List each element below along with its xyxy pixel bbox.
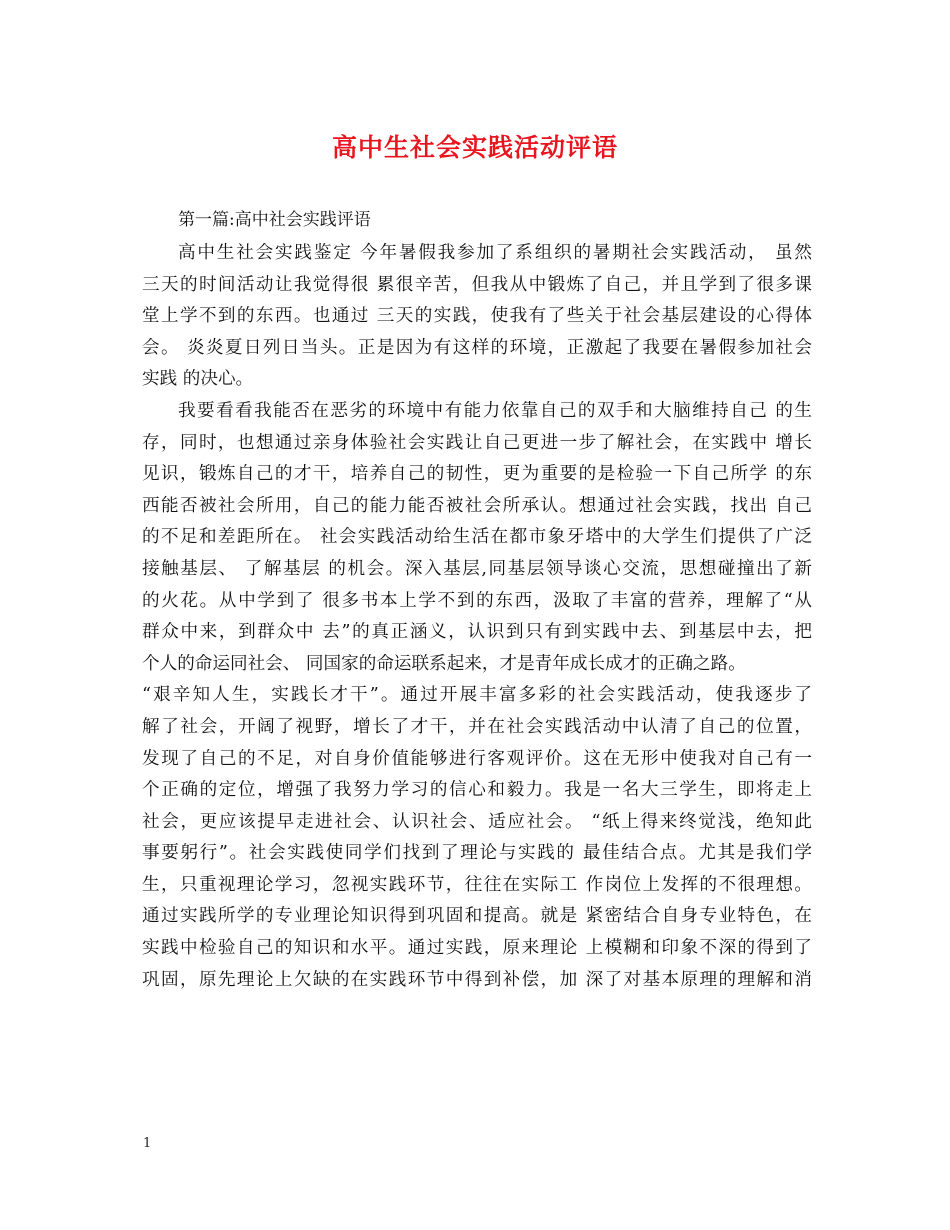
- text-line: 接触基层、 了解基层 的机会。深入基层,同基层领导谈心交流，思想碰撞出了新: [142, 558, 812, 579]
- text-line: 的火花。从中学到了 很多书本上学不到的东西，汲取了丰富的营养，理解了“从: [142, 590, 812, 611]
- text-line: 群众中来，到群众中 去”的真正涵义，认识到只有到实践中去、到基层中去，把: [142, 622, 812, 643]
- text-line: 事要躬行”。社会实践使同学们找到了理论与实践的 最佳结合点。尤其是我们学: [142, 843, 812, 864]
- text-line: 西能否被社会所用，自己的能力能否被社会所承认。想通过社会实践，找出 自己: [142, 495, 812, 516]
- text-line: “艰辛知人生，实践长才干”。通过开展丰富多彩的社会实践活动，使我逐步了: [142, 685, 812, 706]
- text-line: 实践中检验自己的知识和水平。通过实践，原来理论 上模糊和印象不深的得到了: [142, 938, 812, 959]
- text-line: 的不足和差距所在。 社会实践活动给生活在都市象牙塔中的大学生们提供了广泛: [142, 527, 812, 548]
- text-line: 通过实践所学的专业理论知识得到巩固和提高。就是 紧密结合自身专业特色，在: [142, 906, 812, 927]
- text-line: 社会，更应该提早走进社会、认识社会、适应社会。 “纸上得来终觉浅，绝知此: [142, 811, 812, 832]
- text-line: 我要看看我能否在恶劣的环境中有能力依靠自己的双手和大脑维持自己 的生: [178, 400, 812, 421]
- text-line: 解了社会，开阔了视野，增长了才干，并在社会实践活动中认清了自己的位置，: [142, 716, 812, 737]
- text-line: 见识，锻炼自己的才干，培养自己的韧性，更为重要的是检验一下自己所学 的东: [142, 464, 812, 485]
- page-number: 1: [143, 1136, 152, 1151]
- text-line: 实践 的决心。: [142, 369, 254, 390]
- text-line: 个人的命运同社会、 同国家的命运联系起来，才是青年成长成才的正确之路。: [142, 653, 746, 674]
- text-line: 巩固，原先理论上欠缺的在实践环节中得到补偿，加 深了对基本原理的理解和消: [142, 969, 812, 990]
- text-line: 三天的时间活动让我觉得很 累很辛苦，但我从中锻炼了自己，并且学到了很多课: [142, 274, 812, 295]
- text-line: 生，只重视理论学习，忽视实践环节，往往在实际工 作岗位上发挥的不很理想。: [142, 874, 812, 895]
- section-heading: 第一篇:高中社会实践评语: [178, 210, 371, 230]
- text-line: 存，同时，也想通过亲身体验社会实践让自己更进一步了解社会，在实践中 增长: [142, 432, 812, 453]
- body-text: [142, 238, 812, 996]
- text-line: 堂上学不到的东西。也通过 三天的实践，使我有了些关于社会基层建设的心得体: [142, 306, 812, 327]
- page-title: 高中生社会实践活动评语: [331, 133, 618, 162]
- text-line: 会。 炎炎夏日列日当头。正是因为有这样的环境，正激起了我要在暑假参加社会: [142, 337, 812, 358]
- text-line: 发现了自己的不足，对自身价值能够进行客观评价。这在无形中使我对自己有一: [142, 748, 812, 769]
- text-line: 高中生社会实践鉴定 今年暑假我参加了系组织的暑期社会实践活动， 虽然: [178, 243, 812, 263]
- text-line: 个正确的定位，增强了我努力学习的信心和毅力。我是一名大三学生，即将走上: [142, 780, 812, 801]
